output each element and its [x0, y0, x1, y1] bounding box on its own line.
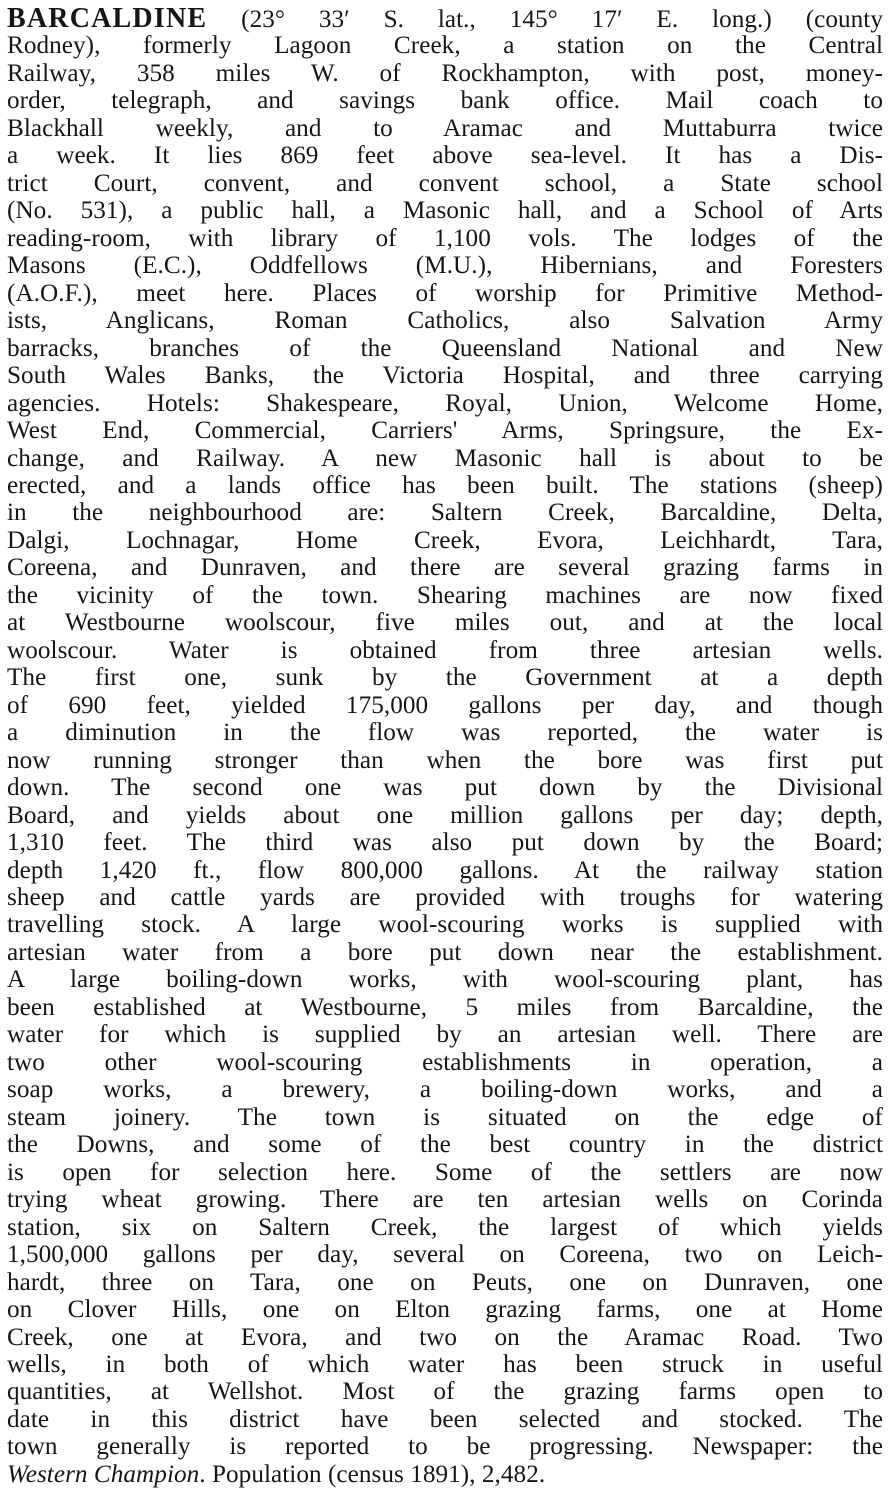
- text-line: (No. 531), a public hall, a Masonic hall, and a School of Arts: [7, 197, 883, 225]
- text-line: water for which is supplied by an artesian well. There are: [7, 1021, 883, 1049]
- entry-last-line: [7, 1461, 883, 1488]
- text-line: barracks, branches of the Queensland National and New: [7, 334, 883, 362]
- text-line: on Clover Hills, one on Elton grazing farms, one at Home: [7, 1296, 883, 1324]
- text-line: sheep and cattle yards are provided with troughs for watering: [7, 884, 883, 911]
- text-line: station, six on Saltern Creek, the largest of which yields: [7, 1213, 883, 1241]
- text-line: West End, Commercial, Carriers' Arms, Springsure, the Ex-: [7, 417, 883, 445]
- newspaper-title: Western Champion: [7, 1460, 200, 1488]
- text-line: woolscour. Water is obtained from three artesian wells.: [7, 636, 883, 664]
- text-line: two other wool-scouring establishments in operation, a: [7, 1048, 883, 1076]
- text-line: now running stronger than when the bore was first put: [7, 746, 883, 774]
- text-line: a week. It lies 869 feet above sea-level. It has a Dis-: [7, 142, 883, 170]
- text-line: (A.O.F.), meet here. Places of worship for Primitive Method-: [7, 279, 883, 307]
- text-line: trying wheat growing. There are ten artesian wells on Corinda: [7, 1186, 883, 1214]
- text-line: in the neighbourhood are: Saltern Creek, Barcaldine, Delta,: [7, 499, 883, 527]
- text-line: the vicinity of the town. Shearing machines are now fixed: [7, 581, 883, 609]
- text-line: Rodney), formerly Lagoon Creek, a station on the Central: [7, 32, 883, 60]
- text-line: steam joinery. The town is situated on the edge of: [7, 1103, 883, 1131]
- text-line: 1,500,000 gallons per day, several on Coreena, two on Leich-: [7, 1241, 883, 1269]
- text-line: 1,310 feet. The third was also put down by the Board;: [7, 829, 883, 857]
- text-line: Railway, 358 miles W. of Rockhampton, with post, money-: [7, 59, 883, 87]
- text-line: depth 1,420 ft., flow 800,000 gallons. At the railway station: [7, 856, 883, 884]
- entry-first-line: [7, 5, 883, 32]
- text-line: trict Court, convent, and convent school, a State school: [7, 169, 883, 197]
- text-line: agencies. Hotels: Shakespeare, Royal, Union, Welcome Home,: [7, 389, 883, 417]
- text-line: travelling stock. A large wool-scouring works is supplied with: [7, 911, 883, 939]
- text-line: reading-room, with library of 1,100 vols. The lodges of the: [7, 224, 883, 252]
- text-line: Coreena, and Dunraven, and there are several grazing farms in: [7, 554, 883, 582]
- text-line: a diminution in the flow was reported, the water is: [7, 719, 883, 747]
- text-line: order, telegraph, and savings bank office. Mail coach to: [7, 87, 883, 115]
- text-line: quantities, at Wellshot. Most of the grazing farms open to: [7, 1378, 883, 1406]
- population-text: . Population (census 1891), 2,482.: [199, 1460, 546, 1488]
- text-line: soap works, a brewery, a boiling-down works, and a: [7, 1076, 883, 1104]
- gazetteer-entry: [7, 5, 883, 1488]
- text-line: been established at Westbourne, 5 miles from Barcaldine, the: [7, 993, 883, 1021]
- text-line: of 690 feet, yielded 175,000 gallons per day, and though: [7, 691, 883, 719]
- text-line: Masons (E.C.), Oddfellows (M.U.), Hibernians, and Foresters: [7, 252, 883, 280]
- text-line: South Wales Banks, the Victoria Hospital, and three carrying: [7, 362, 883, 390]
- text-line: town generally is reported to be progressing. Newspaper: the: [7, 1433, 883, 1461]
- text-line: hardt, three on Tara, one on Peuts, one on Dunraven, one: [7, 1268, 883, 1296]
- text-line: the Downs, and some of the best country in the district: [7, 1131, 883, 1159]
- text-line: wells, in both of which water has been struck in useful: [7, 1350, 883, 1378]
- entry-body: [7, 32, 883, 1460]
- text-line: Blackhall weekly, and to Aramac and Muttaburra twice: [7, 114, 883, 142]
- text-line: The first one, sunk by the Government at a depth: [7, 664, 883, 692]
- text-line: erected, and a lands office has been built. The stations (sheep): [7, 471, 883, 499]
- text-line: Board, and yields about one million gallons per day; depth,: [7, 801, 883, 829]
- text-line: is open for selection here. Some of the settlers are now: [7, 1158, 883, 1186]
- text-line: artesian water from a bore put down near the establishment.: [7, 938, 883, 966]
- text-line: Creek, one at Evora, and two on the Aramac Road. Two: [7, 1323, 883, 1351]
- text-line: ists, Anglicans, Roman Catholics, also Salvation Army: [7, 307, 883, 335]
- coordinates-text: (23° 33′ S. lat., 145° 17′ E. long.) (county: [207, 6, 883, 33]
- text-line: A large boiling-down works, with wool-scouring plant, has: [7, 966, 883, 994]
- text-line: down. The second one was put down by the Divisional: [7, 774, 883, 802]
- text-line: date in this district have been selected and stocked. The: [7, 1405, 883, 1433]
- text-line: at Westbourne woolscour, five miles out, and at the local: [7, 609, 883, 637]
- text-line: Dalgi, Lochnagar, Home Creek, Evora, Leichhardt, Tara,: [7, 526, 883, 554]
- headword: BARCALDINE: [7, 3, 208, 34]
- text-line: change, and Railway. A new Masonic hall is about to be: [7, 444, 883, 472]
